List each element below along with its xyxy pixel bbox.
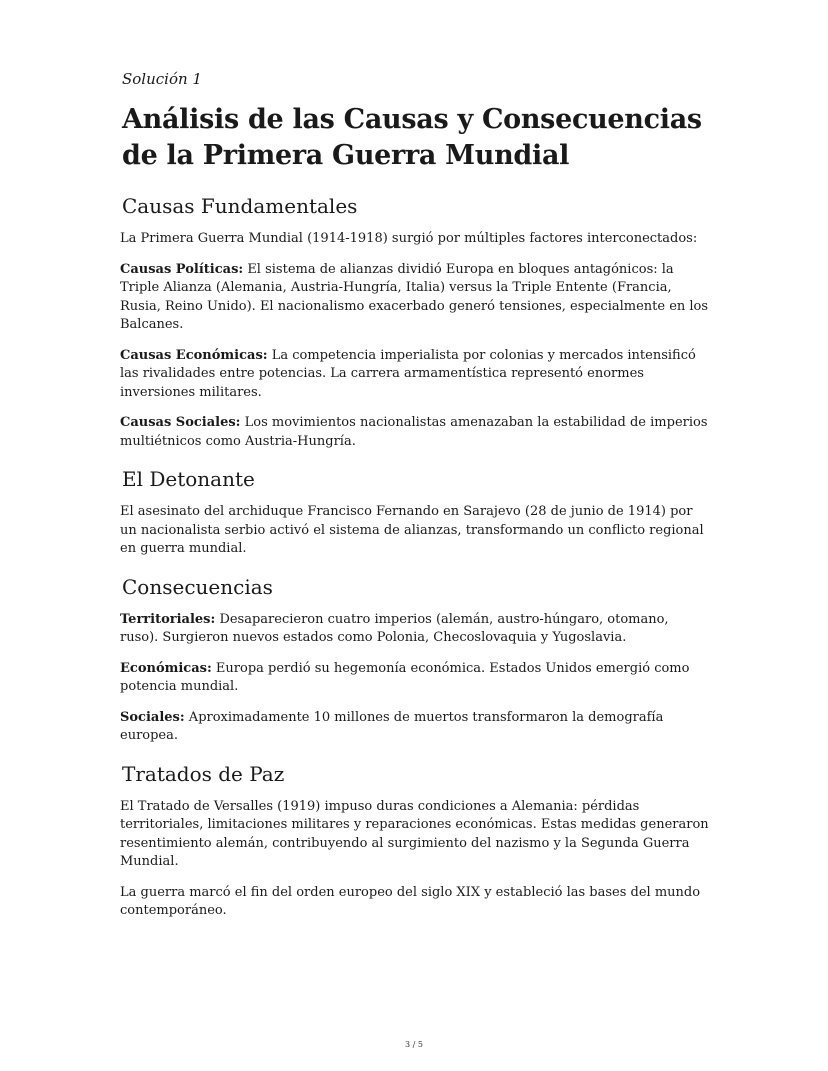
section-heading: Causas Fundamentales — [122, 194, 358, 218]
paragraph-causas-economicas — [120, 347, 710, 403]
paragraph-causas-sociales — [120, 414, 710, 451]
term-text: Los movimientos nacionalistas amenazaban la estabilidad de imperios multiétnicos como Austria-Hungría. — [120, 415, 708, 449]
term-text: Europa perdió su hegemonía económica. Estados Unidos emergió como potencia mundial. — [120, 660, 690, 694]
term-text: Aproximadamente 10 millones de muertos transformaron la demografía europea. — [120, 709, 664, 743]
paragraph-causas-politicas — [120, 261, 710, 335]
paragraph-sociales — [120, 709, 710, 746]
term-label: Territoriales: — [120, 611, 216, 627]
term-label: Económicas: — [120, 660, 212, 676]
paragraph-territoriales — [120, 611, 710, 648]
section-heading: Tratados de Paz — [122, 761, 285, 786]
term-label: Sociales: — [120, 709, 185, 725]
paragraph-versalles: El Tratado de Versalles (1919) impuso duras condiciones a Alemania: pérdidas territoriales, limitaciones militares y reparaciones económicas. Estas medidas generaron resentimiento alemán, contribuyendo al surgimiento del nazismo y la Segunda Guerra Mundial. — [120, 798, 709, 869]
term-label: Causas Políticas: — [120, 261, 244, 277]
section-tratados-de-paz — [120, 762, 710, 921]
section-detonante — [120, 467, 710, 559]
term-text: El sistema de alianzas dividió Europa en bloques antagónicos: la Triple Alianza (Alemania, Austria-Hungría, Italia) versus la Triple Entente (Francia, Rusia, Reino Unido). El nacionalismo exacerbado generó tensiones, especialmente en los Balcanes. — [120, 261, 709, 332]
term-text: La competencia imperialista por colonias y mercados intensificó las rivalidades entre potencias. La carrera armamentística representó enormes inversiones militares. — [120, 347, 696, 400]
term-label: Causas Económicas: — [120, 347, 268, 363]
term-text: Desaparecieron cuatro imperios (alemán, austro-húngaro, otomano, ruso). Surgieron nuevos estados como Polonia, Checoslovaquia y Yugoslavia. — [120, 611, 669, 645]
document-page — [120, 70, 710, 937]
term-label: Causas Sociales: — [120, 415, 241, 430]
section-intro: La Primera Guerra Mundial (1914-1918) surgió por múltiples factores interconectados: — [120, 231, 698, 246]
document-title: Análisis de las Causas y Consecuencias de la Primera Guerra Mundial — [122, 104, 702, 171]
page-number: 3 / 5 — [405, 1040, 423, 1049]
section-heading: Consecuencias — [122, 574, 273, 599]
section-causas-fundamentales — [120, 194, 710, 451]
paragraph-economicas — [120, 660, 710, 697]
paragraph-detonante: El asesinato del archiduque Francisco Fernando en Sarajevo (28 de junio de 1914) por un nacionalista serbio activó el sistema de alianzas, transformando un conflicto regional en guerra mundial. — [120, 504, 704, 556]
solution-label: Solución 1 — [122, 70, 202, 88]
section-consecuencias — [120, 575, 710, 746]
section-heading: El Detonante — [122, 467, 255, 491]
paragraph-conclusion: La guerra marcó el fin del orden europeo del siglo XIX y estableció las bases del mundo contemporáneo. — [120, 884, 701, 918]
